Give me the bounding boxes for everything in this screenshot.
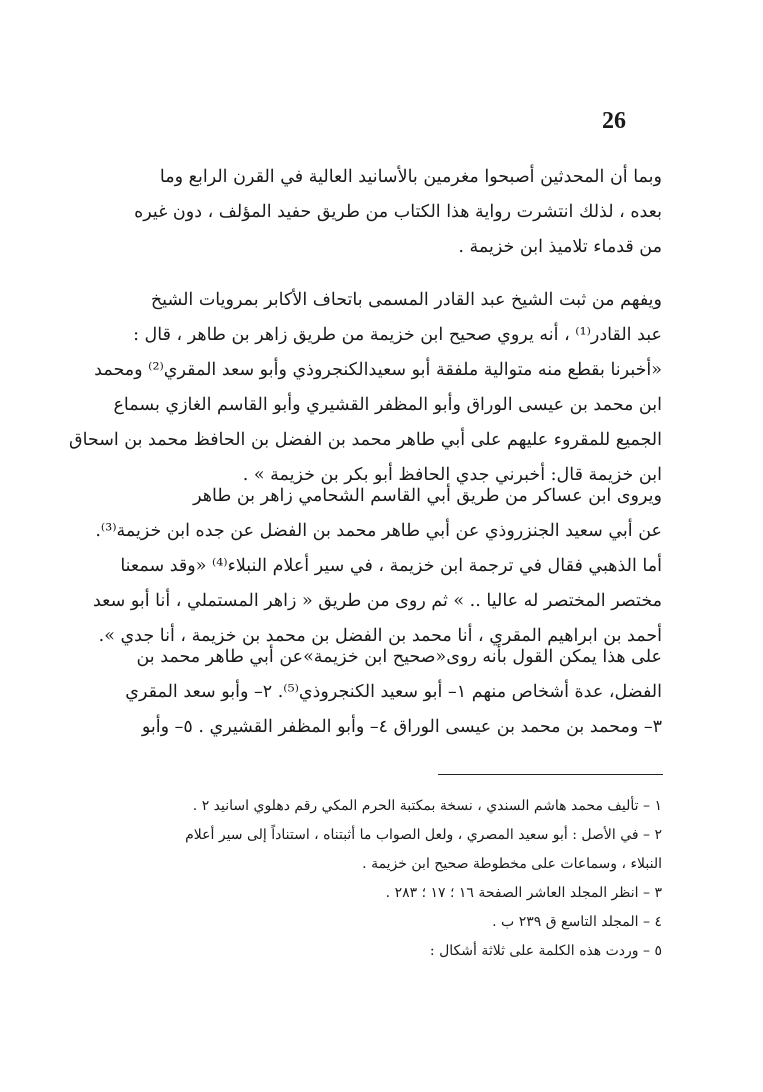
paragraph-4	[100, 640, 662, 745]
text-line: مختصر المختصر له عاليا .. » ثم روى من طريق « زاهر المستملي ، أنا أبو سعد	[92, 591, 662, 611]
footnote-2-continuation: النبلاء ، وسماعات على مخطوطة صحيح ابن خزيمة .	[362, 856, 662, 872]
text-line: الجميع للمقروء عليهم على أبي طاهر محمد بن الفضل بن الحافظ محمد بن اسحاق	[69, 430, 662, 450]
footnote-separator	[438, 774, 663, 775]
footnote-5: ٥ – وردت هذه الكلمة على ثلاثة أشكال :	[429, 943, 662, 959]
text-line: ابن خزيمة قال: أخبرني جدي الحافظ أبو بكر بن خزيمة » .	[242, 465, 662, 485]
text-line: عبد القادر⁽¹⁾ ، أنه يروي صحيح ابن خزيمة من طريق زاهر بن طاهر ، قال :	[133, 325, 662, 345]
footnote-2: ٢ – في الأصل : أبو سعيد المصري ، ولعل الصواب ما أثبتناه ، استناداً إلى سير أعلام	[185, 827, 662, 843]
text-line: ابن محمد بن عيسى الوراق وأبو المظفر القشيري وأبو القاسم الغازي بسماع	[113, 395, 662, 415]
footnotes	[100, 792, 662, 966]
text-line: ٣– ومحمد بن محمد بن عيسى الوراق ٤– وأبو المظفر القشيري . ٥– وأبو	[141, 717, 662, 737]
text-line: أحمد بن ابراهيم المقري ، أنا محمد بن الفضل بن محمد بن خزيمة ، أنا جدي ».	[98, 626, 662, 646]
footnote-3: ٣ – انظر المجلد العاشر الصفحة ١٦ ؛ ١٧ ؛ ٢٨٣ .	[385, 885, 662, 901]
text-line: من قدماء تلاميذ ابن خزيمة .	[458, 237, 662, 257]
text-line: بعده ، لذلك انتشرت رواية هذا الكتاب من طريق حفيد المؤلف ، دون غيره	[134, 202, 662, 222]
text-line: وبما أن المحدثين أصبحوا مغرمين بالأسانيد العالية في القرن الرابع وما	[159, 167, 662, 187]
paragraph-1	[100, 160, 662, 265]
text-line: ويروى ابن عساكر من طريق أبي القاسم الشحامي زاهر بن طاهر	[193, 486, 662, 506]
text-line: «أخبرنا بقطع منه متوالية ملفقة أبو سعيدالكنجروذي وأبو سعد المقري⁽²⁾ ومحمد	[94, 360, 662, 380]
paragraph-2	[69, 283, 662, 493]
footnote-1: ١ – تأليف محمد هاشم السندي ، نسخة بمكتبة الحرم المكي رقم دهلوي اسانيد ٢ .	[192, 798, 662, 814]
paragraph-3	[92, 479, 662, 654]
text-line: ويفهم من ثبت الشيخ عبد القادر المسمى باتحاف الأكابر بمرويات الشيخ	[150, 290, 662, 310]
text-line: على هذا يمكن القول بأنه روى«صحيح ابن خزيمة»عن أبي طاهر محمد بن	[136, 647, 662, 667]
footnote-4: ٤ – المجلد التاسع ق ٢٣٩ ب .	[492, 914, 662, 930]
text-line: عن أبي سعيد الجنزروذي عن أبي طاهر محمد بن الفضل عن جده ابن خزيمة⁽³⁾.	[95, 521, 662, 541]
text-line: أما الذهبي فقال في ترجمة ابن خزيمة ، في سير أعلام النبلاء⁽⁴⁾ «وقد سمعنا	[120, 556, 662, 576]
page-number: 26	[602, 108, 626, 134]
text-line: الفضل، عدة أشخاص منهم ١– أبو سعيد الكنجروذي⁽⁵⁾. ٢– وأبو سعد المقري	[125, 682, 662, 702]
